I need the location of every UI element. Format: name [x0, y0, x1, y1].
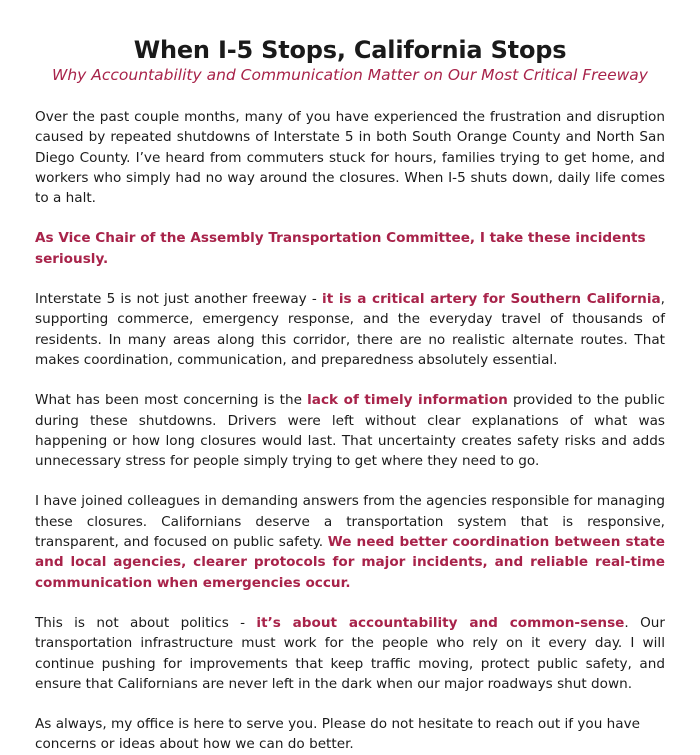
- paragraph-callout: As Vice Chair of the Assembly Transportation Committee, I take these incidents seriously.: [35, 230, 646, 267]
- highlight-better-coordination: We need better coordination between state and local agencies, clearer protocols for major incidents, and reliable real-time communication when emergencies occur.: [35, 534, 665, 591]
- highlight-lack-of-information: lack of timely information: [307, 392, 508, 409]
- article-body: [35, 107, 665, 755]
- text-segment: I have joined colleagues in demanding answers from the agencies responsible for managing these closures. Californians deserve a transportation system that is responsive, transparent, and focused on public safety.: [35, 493, 665, 551]
- paragraph-intro: Over the past couple months, many of you have experienced the frustration and disruption caused by repeated shutdowns of Interstate 5 in both South Orange County and North San Diego County. I’ve heard from commuters stuck for hours, families trying to get home, and workers who simply had no way around the closures. When I-5 shuts down, daily life comes to a halt.: [35, 109, 665, 207]
- paragraph-interstate: [35, 289, 665, 370]
- page-title: When I-5 Stops, California Stops: [133, 36, 567, 64]
- paragraph-accountability: [35, 613, 665, 694]
- text-segment: What has been most concerning is the: [35, 392, 308, 409]
- paragraph-demands: [35, 491, 665, 592]
- highlight-critical-artery: it is a critical artery for Southern California: [322, 291, 661, 308]
- text-segment: , supporting commerce, emergency response, and the everyday travel of thousands of residents. In many areas along this corridor, there are no realistic alternate routes. That makes coordination, communication, and preparedness absolutely essential.: [35, 291, 665, 368]
- paragraph-closing: As always, my office is here to serve you. Please do not hesitate to reach out if you have concerns or ideas about how we can do better.: [35, 716, 641, 753]
- text-segment: This is not about politics -: [35, 614, 257, 631]
- text-segment: . Our transportation infrastructure must work for the people who rely on it every day. I will continue pushing for improvements that keep traffic moving, protect public safety, and ensure that Californians are never left in the dark when our major roadways shut down.: [35, 614, 665, 692]
- highlight-accountability: it’s about accountability and common-sense: [256, 614, 625, 631]
- paragraph-information: [35, 390, 665, 471]
- page-subtitle: Why Accountability and Communication Matter on Our Most Critical Freeway: [52, 66, 648, 84]
- text-segment: Interstate 5 is not just another freeway -: [35, 291, 323, 308]
- text-segment: provided to the public during these shutdowns. Drivers were left without clear explanations of what was happening or how long closures would last. That uncertainty creates safety risks and adds unnecessary stress for people simply trying to get where they need to go.: [35, 392, 665, 470]
